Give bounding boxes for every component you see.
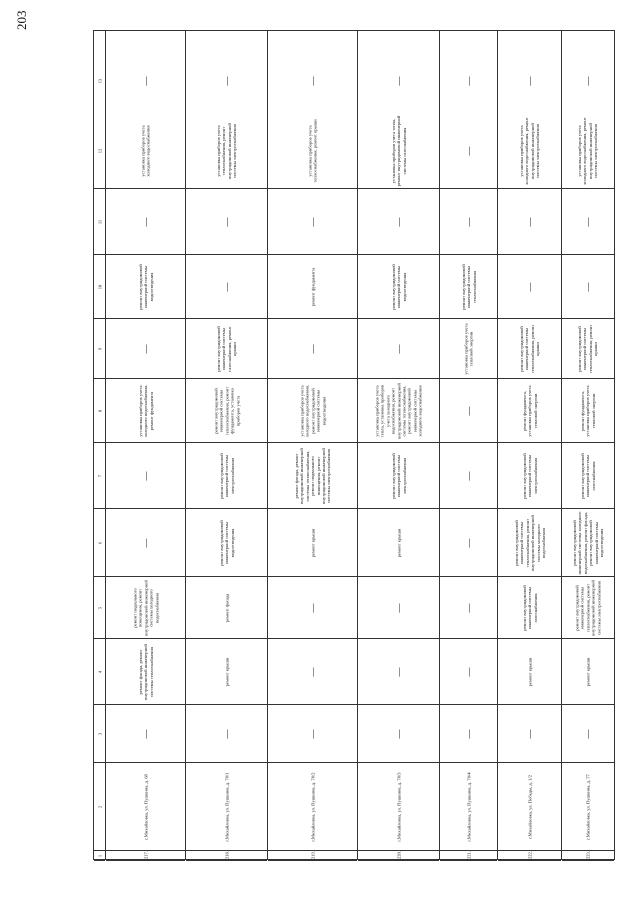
work-cell [358,379,439,443]
table-row [268,31,358,859]
work-cell-text: — [523,729,534,738]
work-cell-text: ремонт внутридомовой инженерной системы водоотведения [137,263,154,310]
column-number-text: 3 [96,732,102,735]
work-cell [268,255,357,319]
column-number [94,255,105,319]
work-cell-text: ремонт подвального помещения, ремонт внутридомовой инженерной системы холодного водоснабжения [131,579,159,636]
column-number [94,379,105,443]
work-cell-text: ремонт внутридомовой инженерной системы холодного водоснабжения, ремонт фасада, ремонт внутридомовой инженерной системы водоотведения [571,511,604,574]
work-cell-text: ремонт крыши [223,657,229,686]
work-cell [186,379,267,443]
work-cell [186,189,267,255]
work-cell-text: ремонт внутридомовой инженерной системы теплоснабжения, ремонт внутридомовой инженерной системы электроснабжения [574,579,602,636]
work-cell-text: ремонт внутридомовой инженерной системы водоотведения [390,263,407,310]
work-cell [440,189,497,255]
work-cell [106,509,185,577]
column-number-text: 6 [96,541,102,544]
work-cell-text: — [220,76,231,86]
work-cell-text: — [392,667,403,676]
column-number [94,851,105,861]
work-cell-text: — [139,538,150,547]
work-cell [562,319,614,379]
work-cell-text: ремонт внутридомовой инженерной системы теплоснабжения, ремонт фундамента, установка приборов учета [212,386,240,435]
work-cell [358,255,439,319]
work-cell [562,639,614,705]
column-number-text: 1 [96,854,102,857]
work-cell-text: ремонт внутридомовой инженерной системы электроснабжения [390,452,407,499]
work-cell-text: ремонт фундамента, установка приборов учета тепловой энергии [521,384,538,437]
work-cell [358,509,439,577]
address-cell-text: г.Михайловка, ул. Победы, д. 1/2 [526,774,532,839]
work-cell-text: ремонт внутридомовой инженерной системы газоснабжения, ремонт крыши [215,325,237,372]
column-number-text: 12 [96,148,102,153]
column-number [94,49,105,113]
work-cell [268,379,357,443]
work-cell-text: установка приборов учета холодного водоснабжения, ремонт внутридомовой инженерной системы электроснабжения [518,116,540,185]
column-number [94,763,105,851]
work-cell-text: установка приборов учета теплоснабжения, ремонт внутридомовой инженерной системы электроснабжения [215,122,237,179]
work-cell-text: ремонт внутридомовой инженерной системы теплоснабжения, ремонт крыши [577,324,599,373]
row-number-text: 220. [395,851,401,859]
address-cell [186,763,267,851]
address-cell [498,763,561,851]
work-cell-text: ремонт крыши [526,657,532,686]
address-cell-text: г.Михайловка, ул. Пушкина, д. 77 [585,773,591,840]
work-cell [498,113,561,189]
work-cell-text: установка приборов учета холодного водоснабжения, ремонт внутридомовой инженерной системы водоотведения [298,384,326,437]
table-row [498,31,562,859]
page-number: 203 [14,10,29,30]
column-number-text: 7 [96,474,102,477]
row-number-text: 217. [142,851,148,859]
row-number [562,851,614,861]
work-cell [186,319,267,379]
work-cell [268,577,357,639]
work-cell-text: — [139,344,150,353]
work-cell-text: — [462,217,473,226]
work-cell-text: ремонт внутридомовой инженерной системы теплоснабжения, ремонт крыши [518,324,540,373]
row-number [440,851,497,861]
work-cell [186,509,267,577]
work-cell-text: — [139,729,150,738]
work-cell [106,319,185,379]
work-cell-text: — [523,282,534,291]
column-number-text: 4 [96,670,102,673]
work-cell [498,49,561,113]
work-cell-text: — [306,217,317,226]
work-cell [562,379,614,443]
table-row [186,31,268,859]
work-cell [498,509,561,577]
work-cell-text: ремонт внутридомовой инженерной системы электроснабжения [218,452,235,499]
work-cell-text: — [139,76,150,86]
work-cell [440,705,497,763]
work-cell [186,49,267,113]
row-number-text: 218. [223,851,229,859]
row-number-text: 222. [526,851,532,859]
work-cell-text: ремонт внутридомовой инженерной системы теплоснабжения [460,263,477,310]
work-cell [440,379,497,443]
work-cell-text: — [462,471,473,480]
work-cell-text: — [139,471,150,480]
row-number [186,851,267,861]
work-cell [358,577,439,639]
work-cell [498,443,561,509]
work-cell-text: ремонт фасада, ремонт внутридомовой инженерной системы теплоснабжения, ремонт подвального помещения, ремонт внутридомовой инженерной системы электроснабжения [293,447,332,504]
work-cell-text: ремонт фундамента [309,267,315,306]
column-number [94,113,105,189]
row-number [268,851,357,861]
address-cell [106,763,185,851]
row-number-text: 219. [309,851,315,859]
work-cell [562,113,614,189]
work-cell [440,639,497,705]
work-cell [562,509,614,577]
work-cell-text: — [523,217,534,226]
column-number [94,319,105,379]
work-cell-text: установка приборов учета тепла, ремонт внутридомовой инженерной системы газоснабжения [390,115,407,186]
address-cell-text: г.Михайловка, ул. Пушкина, д. 68 [142,773,148,840]
work-cell-text: установка приборов учета тепла, установка приборов учета холодного водоснабжения, ремонт внутридомовой инженерной системы теплоснабжения, ремонт внутридомовой инженерной системы холодного водоснабжения [374,382,423,439]
work-cell-text: — [392,603,403,612]
work-cell-text: ремонт крыши [585,657,591,686]
row-number-text: 221. [465,851,471,859]
table-row [562,31,614,859]
work-cell-text: — [582,729,593,738]
work-cell [268,319,357,379]
column-number-text: 11 [96,219,102,224]
work-cell [440,255,497,319]
column-number [94,639,105,705]
work-cell-text: — [139,217,150,226]
work-cell [358,319,439,379]
column-number-text: 10 [96,284,102,289]
work-cell-text: — [582,217,593,226]
work-cell [358,705,439,763]
program-table [93,30,615,860]
work-cell-text: — [392,76,403,86]
work-cell [358,639,439,705]
column-number [94,577,105,639]
work-cell-text: — [582,282,593,291]
work-cell [268,705,357,763]
work-cell-text: ремонт внутридомовой инженерной системы газоснабжения [521,584,538,631]
work-cell [106,113,185,189]
work-cell [498,319,561,379]
work-cell [498,255,561,319]
work-cell-text: — [462,729,473,738]
work-cell-text: — [306,344,317,353]
row-number [106,851,185,861]
work-cell-text: ремонт фундамента, установка приборов учета тепловой энергии [579,384,596,437]
work-cell-text: — [306,603,317,612]
work-cell [562,49,614,113]
address-cell [562,763,614,851]
column-number-text: 13 [96,78,102,84]
work-cell-text: — [462,76,473,86]
work-cell [498,379,561,443]
work-cell-text: — [306,729,317,738]
work-cell [440,113,497,189]
work-cell-text: — [462,406,473,415]
work-cell [498,705,561,763]
work-cell [106,189,185,255]
work-cell-text: ремонт внутридомовой инженерной системы теплоснабжения, ремонт внутридомовой инженерной системы холодного водоснабжения [513,514,546,571]
work-cell-text: — [306,76,317,86]
column-number-text: 9 [96,347,102,350]
work-cell-text: ремонт фасада [223,593,229,622]
table-row [106,31,186,859]
work-cell [268,113,357,189]
work-cell [186,255,267,319]
work-cell [440,577,497,639]
work-cell [562,577,614,639]
work-cell-text: — [220,217,231,226]
column-number [94,705,105,763]
column-number [94,509,105,577]
work-cell [186,705,267,763]
column-number-strip [94,31,106,859]
column-number-text: 8 [96,409,102,412]
work-cell-text: установка приборов учета тепловой энергии [463,322,474,375]
work-cell-text: — [523,76,534,86]
address-cell-text: г.Михайловка, ул. Пушкина, д. 70/1 [223,771,229,842]
address-cell [358,763,439,851]
work-cell [358,113,439,189]
work-cell-text: — [220,729,231,738]
work-cell-text: ремонт крыши [395,528,401,557]
work-cell [106,379,185,443]
address-cell [440,763,497,851]
work-cell-text: ремонт внутридомовой инженерной системы электроснабжения [521,452,538,499]
work-cell-text: ремонт крыши [309,528,315,557]
work-cell-text: — [462,146,473,155]
work-cell [186,113,267,189]
work-cell [268,443,357,509]
address-cell [268,763,357,851]
work-cell [440,319,497,379]
work-cell [106,443,185,509]
work-cell [106,49,185,113]
work-cell [562,255,614,319]
work-cell-text: — [392,344,403,353]
work-cell-text: — [306,667,317,676]
work-cell [106,639,185,705]
work-cell [562,443,614,509]
work-cell-text: ремонт внутридомовой инженерной системы водоотведения [218,519,235,566]
work-cell-text: — [462,603,473,612]
work-cell [498,639,561,705]
work-cell [440,49,497,113]
work-cell-text: установка приборов учета холодного водоснабжения [140,124,151,177]
address-cell-text: г.Михайловка, ул. Пушкина, д. 70/3 [395,771,401,842]
work-cell [498,577,561,639]
work-cell [358,189,439,255]
work-cell [106,705,185,763]
work-cell [186,639,267,705]
row-number [358,851,439,861]
work-cell-text: — [582,76,593,86]
work-cell-text: — [392,729,403,738]
work-cell [358,443,439,509]
work-cell-text: установка приборов учета холодного водоснабжения, ремонт фундамента [137,384,154,437]
work-cell-text: — [220,282,231,291]
work-cell [268,189,357,255]
work-cell [562,705,614,763]
work-cell-text: — [462,667,473,676]
work-cell [498,189,561,255]
column-number [94,189,105,255]
table-row [358,31,440,859]
work-cell [186,577,267,639]
column-number [94,443,105,509]
work-cell [358,49,439,113]
work-cell [268,509,357,577]
work-cell-text: ремонт внутридомовой инженерной системы газоснабжения [579,452,596,499]
address-cell-text: г.Михайловка, ул. Пушкина, д. 70/4 [465,771,471,842]
work-cell [440,443,497,509]
work-cell [562,189,614,255]
row-number-text: 223. [585,851,591,859]
work-cell-text: ремонт фасада, ремонт внутридомовой инженерной системы теплоснабжения [137,643,154,700]
work-cell-text: — [462,538,473,547]
work-cell-text: — [392,217,403,226]
column-number-text: 2 [96,805,102,808]
work-cell [268,49,357,113]
address-cell-text: г.Михайловка, ул. Пушкина, д. 70/2 [309,771,315,842]
work-cell [106,255,185,319]
work-cell-text: установка приборов учета теплоснабжения, ремонт крыши [307,118,318,183]
column-number-text: 5 [96,606,102,609]
table-row [440,31,498,859]
work-cell [440,509,497,577]
work-cell [186,443,267,509]
work-cell-text: установка приборов учета холодного водоснабжения, ремонт внутридомовой инженерной системы электроснабжения [577,116,599,185]
row-number [498,851,561,861]
work-cell [268,639,357,705]
work-cell [106,577,185,639]
